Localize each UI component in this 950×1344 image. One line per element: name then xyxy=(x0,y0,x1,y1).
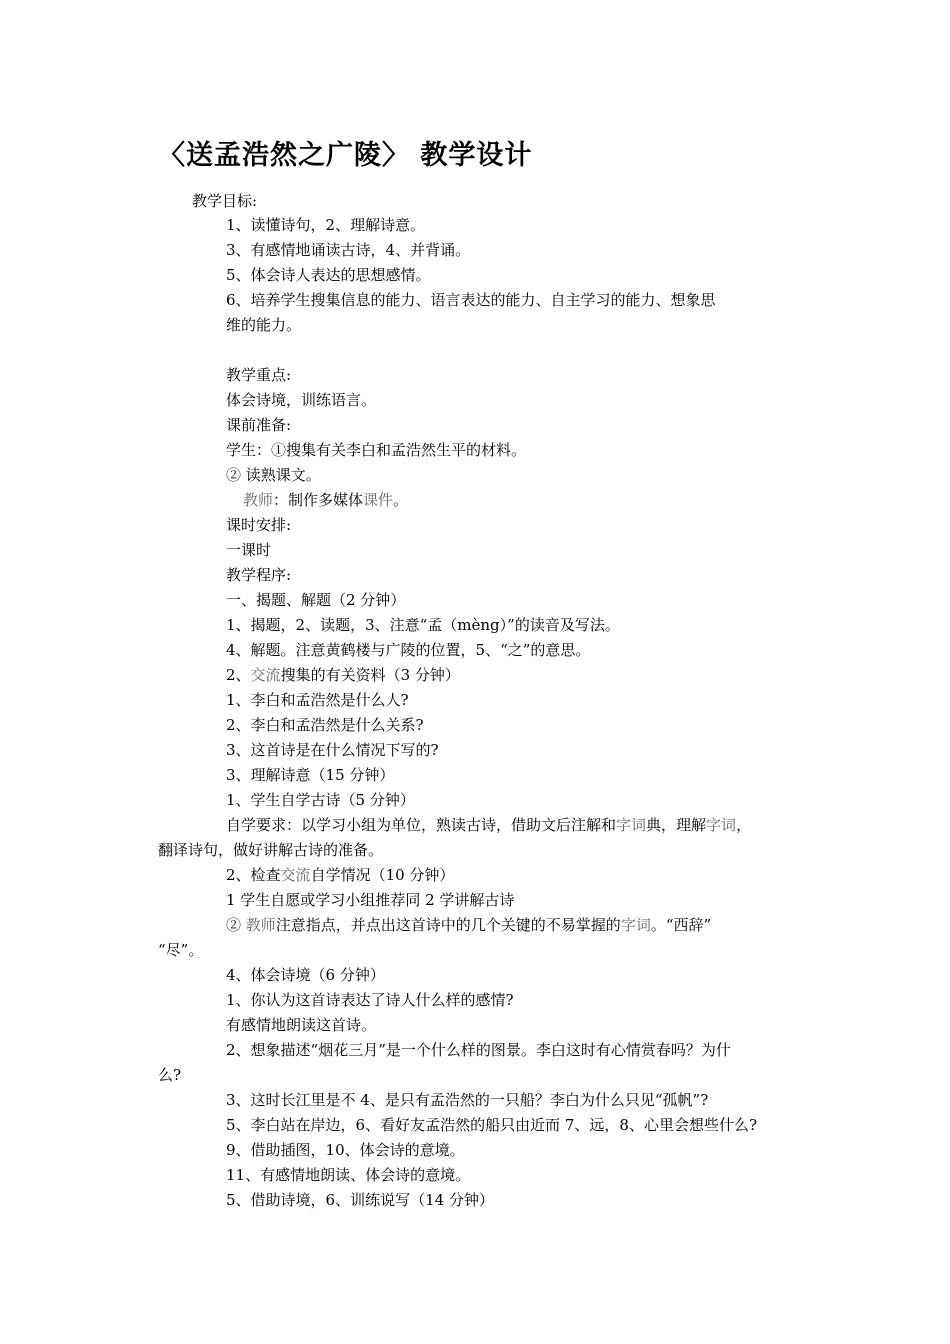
text-segment: 自学要求：以学习小组为单位，熟读古诗，借助文后注解和 xyxy=(226,816,617,834)
text-segment: 体会诗境，训练语言。 xyxy=(226,391,377,409)
text-segment: 典，理解 xyxy=(646,816,707,834)
text-segment: 3、这时长江里是不 4、是只有孟浩然的一只船？李白为什么只见“孤帆”? xyxy=(226,1091,709,1109)
text-line xyxy=(226,566,291,584)
text-line xyxy=(226,766,394,784)
text-line xyxy=(226,916,711,934)
text-segment: 维的能力。 xyxy=(226,316,302,334)
text-line xyxy=(226,1016,376,1034)
text-line xyxy=(226,991,514,1009)
gray-keyword: 教师 xyxy=(245,916,276,934)
gray-keyword: 课件 xyxy=(363,491,394,509)
text-line xyxy=(226,641,590,659)
text-segment: 4、解题。注意黄鹤楼与广陵的位置，5、“之”的意思。 xyxy=(226,641,591,659)
text-line xyxy=(226,1166,470,1184)
text-line xyxy=(226,241,470,259)
text-segment: ， xyxy=(736,816,752,834)
text-line xyxy=(226,666,460,684)
text-segment: 自学情况（10 分钟） xyxy=(310,866,455,884)
document-title: 〈送孟浩然之广陵〉 教学设计 xyxy=(158,140,533,171)
text-segment: 教学程序: xyxy=(226,566,292,584)
gray-keyword: 教师 xyxy=(243,491,274,509)
text-line xyxy=(226,716,424,734)
text-line xyxy=(226,316,301,334)
text-segment: 。“西辞” xyxy=(650,916,712,934)
gray-keyword: 交流 xyxy=(250,666,281,684)
text-segment: 一课时 xyxy=(226,541,272,559)
text-segment: 5、借助诗境，6、训练说写（14 分钟） xyxy=(226,1191,494,1209)
text-line xyxy=(226,966,385,984)
text-segment: 5、李白站在岸边，6、看好友孟浩然的船只由近而 7、远，8、心里会想些什么? xyxy=(226,1116,757,1134)
text-segment: 2、检查 xyxy=(226,866,281,884)
text-segment: 5、体会诗人表达的思想感情。 xyxy=(226,266,431,284)
text-line xyxy=(226,1191,494,1209)
text-segment: 1、你认为这首诗表达了诗人什么样的感情? xyxy=(226,991,514,1009)
text-segment: 一、揭题、解题（2 分钟） xyxy=(226,591,406,609)
text-line xyxy=(158,941,203,959)
text-line xyxy=(226,591,405,609)
text-line xyxy=(226,416,291,434)
text-segment: “尽”。 xyxy=(158,941,204,959)
text-segment: 2、 xyxy=(226,666,251,684)
text-segment: 1 学生自愿或学习小组推荐同 2 学讲解古诗 xyxy=(226,891,515,909)
text-segment: 4、体会诗境（6 分钟） xyxy=(226,966,385,984)
text-segment: ② xyxy=(226,916,246,934)
text-segment: 1、学生自学古诗（5 分钟） xyxy=(226,791,415,809)
gray-keyword: 字词 xyxy=(620,916,651,934)
text-line xyxy=(226,866,454,884)
text-line xyxy=(226,1091,708,1109)
text-segment: 。 xyxy=(393,491,409,509)
text-segment: 课时安排: xyxy=(226,516,292,534)
gray-keyword: 字词 xyxy=(616,816,647,834)
text-segment: 有感情地朗读这首诗。 xyxy=(226,1016,377,1034)
text-line xyxy=(226,616,620,634)
text-line xyxy=(192,192,257,210)
text-line xyxy=(158,841,383,859)
text-segment: 1、李白和孟浩然是什么人? xyxy=(226,691,409,709)
text-segment: ② 读熟课文。 xyxy=(226,466,321,484)
text-segment: 6、培养学生搜集信息的能力、语言表达的能力、自主学习的能力、想象思 xyxy=(226,291,716,309)
text-segment: 2、想象描述“烟花三月”是一个什么样的图景。李白这时有心情赏春吗？为什 xyxy=(226,1041,731,1059)
text-segment: 课前准备: xyxy=(226,416,292,434)
text-line xyxy=(226,266,431,284)
text-segment: 学生：①搜集有关李白和孟浩然生平的材料。 xyxy=(226,441,527,459)
text-line xyxy=(243,491,408,509)
text-line xyxy=(226,1041,731,1059)
text-segment: 1、读懂诗句，2、理解诗意。 xyxy=(226,216,426,234)
text-line xyxy=(226,291,716,309)
text-line xyxy=(158,1066,181,1084)
text-segment: 9、借助插图，10、体会诗的意境。 xyxy=(226,1141,465,1159)
text-line xyxy=(226,741,439,759)
text-line xyxy=(226,366,291,384)
text-segment: 教学目标: xyxy=(192,192,258,210)
text-segment: 注意指点，并点出这首诗中的几个关键的不易掌握的 xyxy=(275,916,621,934)
gray-keyword: 交流 xyxy=(280,866,311,884)
text-line xyxy=(226,791,415,809)
text-line xyxy=(226,1141,465,1159)
text-line xyxy=(226,391,376,409)
text-line xyxy=(226,216,425,234)
text-segment: 么? xyxy=(158,1066,182,1084)
text-line xyxy=(226,516,291,534)
text-line xyxy=(226,541,271,559)
text-segment: 1、揭题，2、读题，3、注意“孟（mèng）”的读音及写法。 xyxy=(226,616,620,634)
text-segment: 教学重点: xyxy=(226,366,292,384)
text-line xyxy=(226,691,409,709)
text-segment: 3、这首诗是在什么情况下写的? xyxy=(226,741,439,759)
text-line xyxy=(226,441,526,459)
text-segment: 翻译诗句，做好讲解古诗的准备。 xyxy=(158,841,384,859)
text-segment: 2、李白和孟浩然是什么关系? xyxy=(226,716,424,734)
text-segment: 搜集的有关资料（3 分钟） xyxy=(280,666,460,684)
text-segment: 11、有感情地朗读、体会诗的意境。 xyxy=(226,1166,471,1184)
gray-keyword: 字词 xyxy=(706,816,737,834)
text-line xyxy=(226,466,321,484)
text-line xyxy=(226,816,751,834)
text-segment: 3、有感情地诵读古诗，4、并背诵。 xyxy=(226,241,471,259)
text-line xyxy=(226,1116,757,1134)
text-segment: ：制作多媒体 xyxy=(273,491,364,509)
text-segment: 3、理解诗意（15 分钟） xyxy=(226,766,395,784)
text-line xyxy=(226,891,514,909)
